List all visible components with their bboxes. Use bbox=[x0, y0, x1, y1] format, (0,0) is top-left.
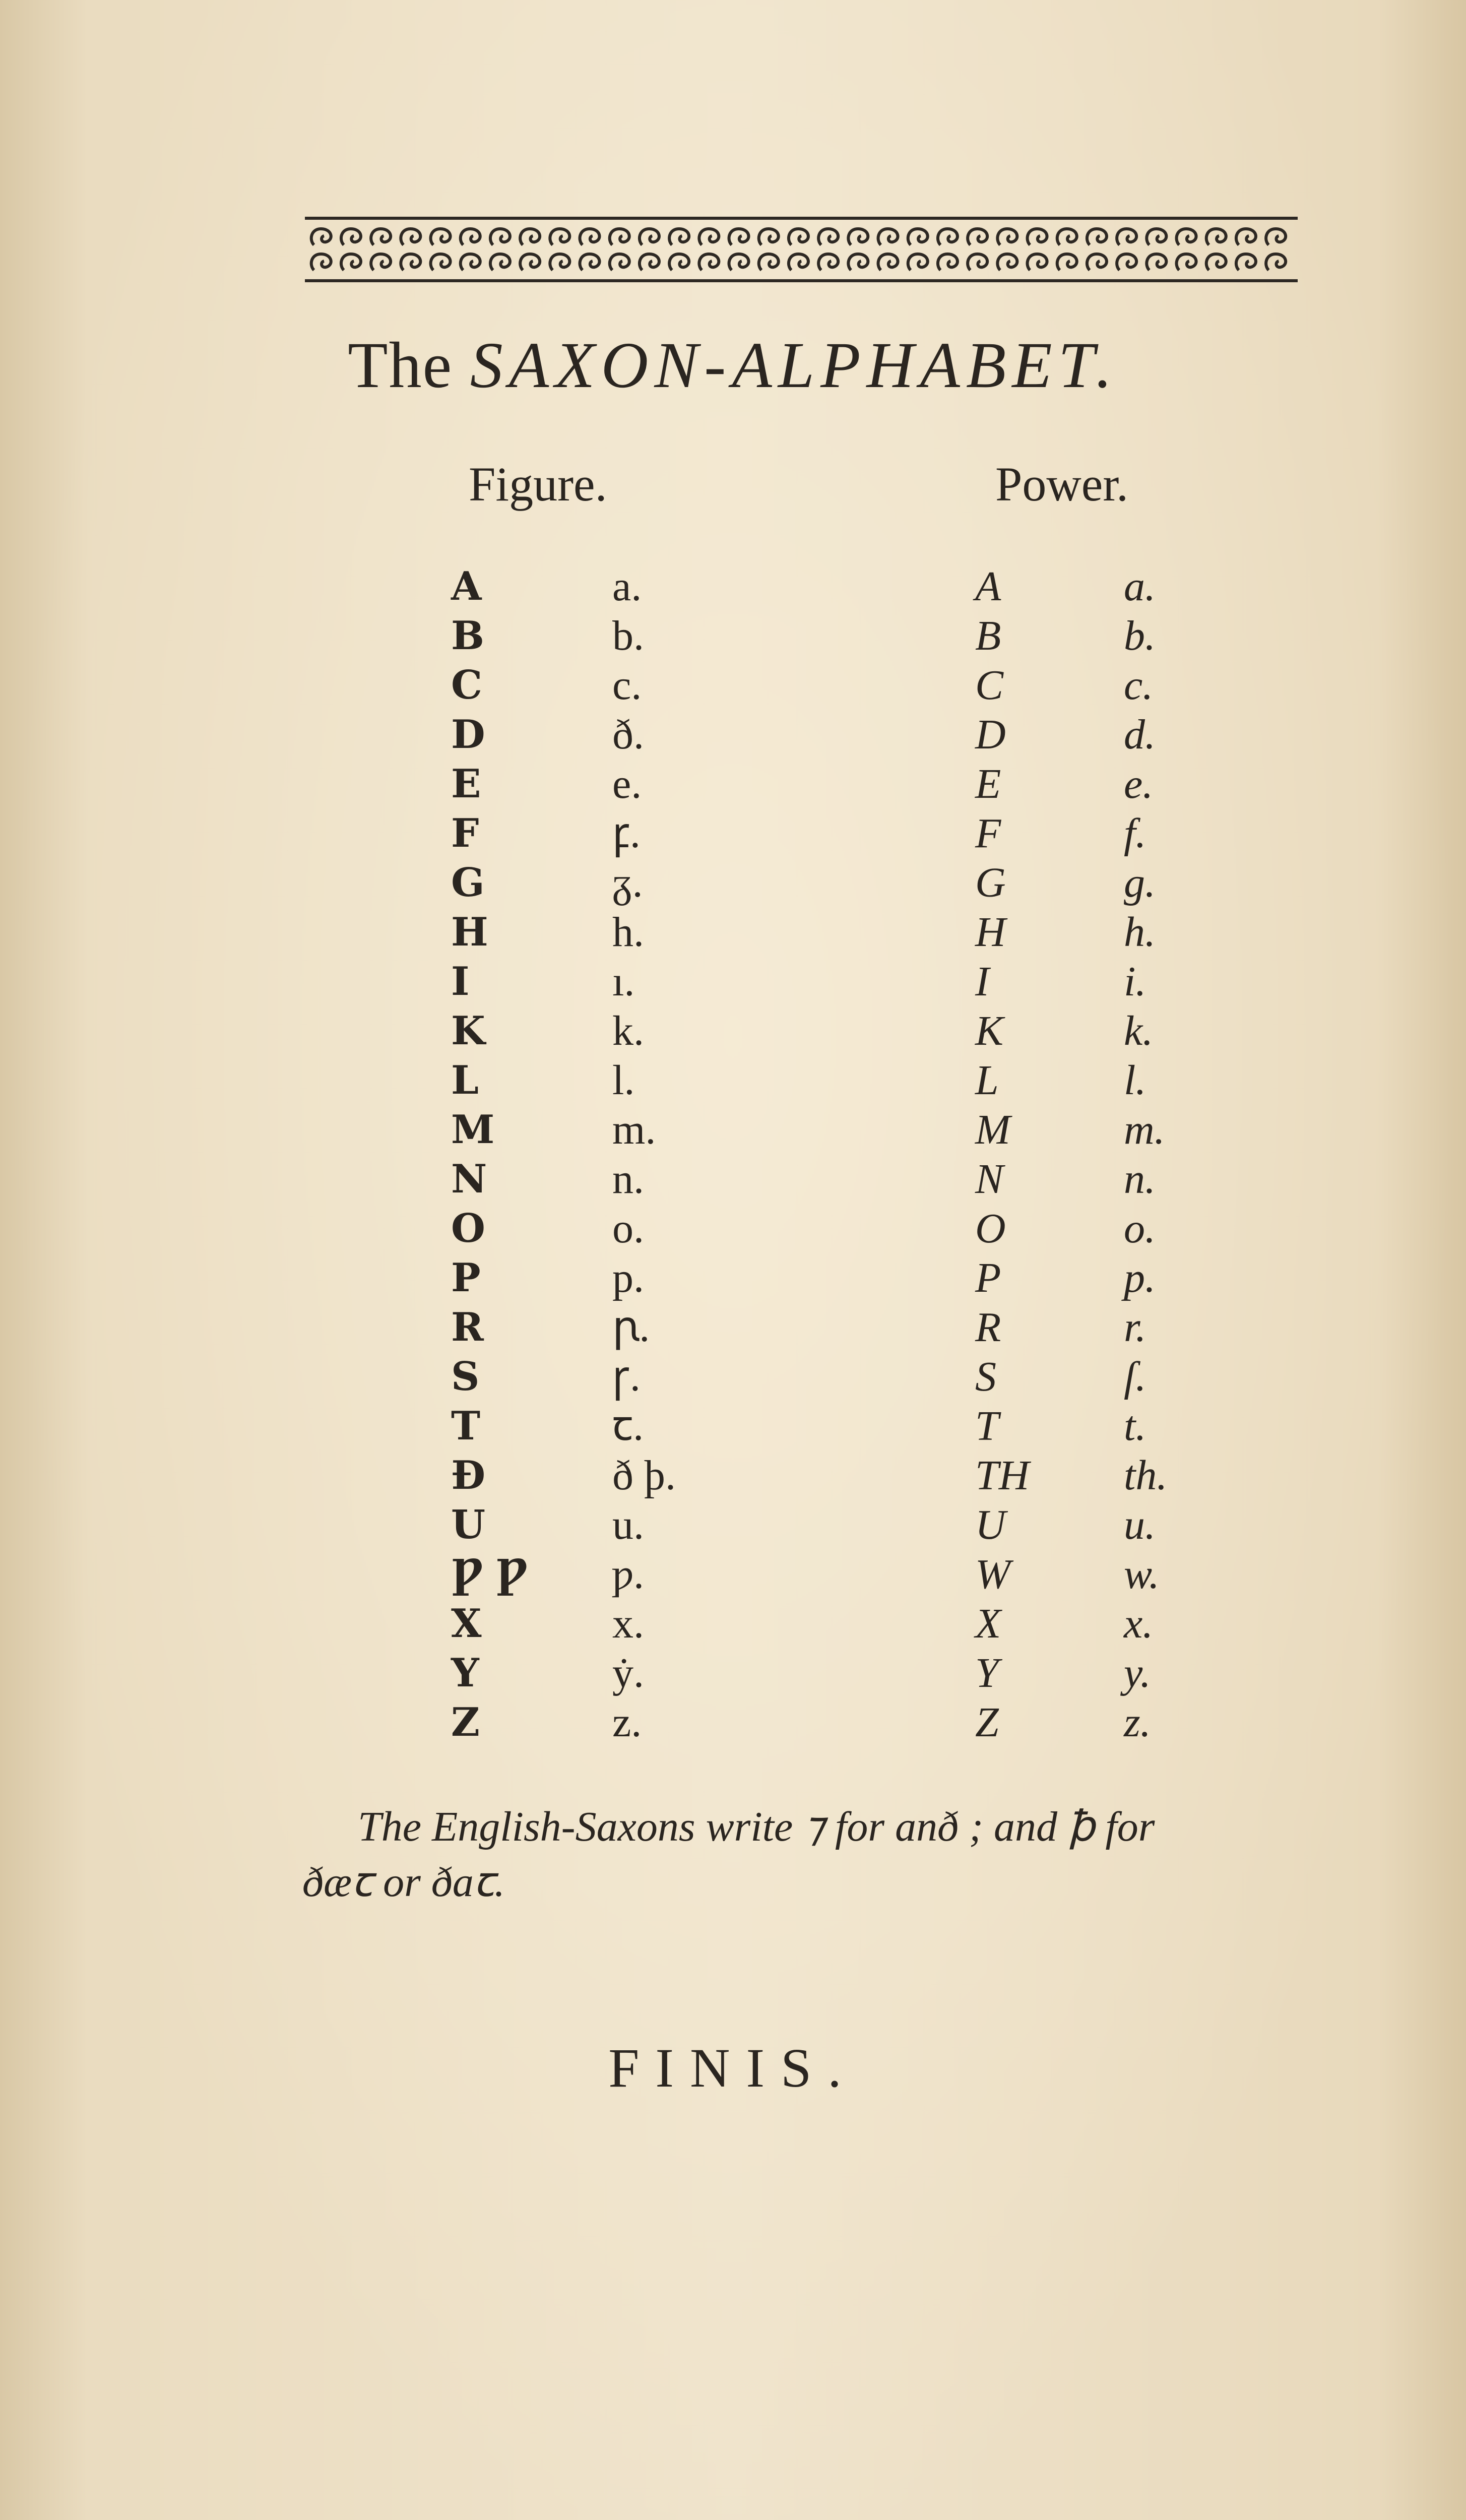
figure-lowercase: ð þ. bbox=[612, 1452, 676, 1499]
power-uppercase: D bbox=[975, 711, 1006, 758]
footnote bbox=[302, 1799, 1341, 1910]
table-row bbox=[0, 809, 1466, 858]
power-lowercase: y. bbox=[1124, 1650, 1151, 1696]
table-row bbox=[0, 1105, 1466, 1155]
table-row bbox=[0, 1599, 1466, 1649]
title-italic: SAXON-ALPHABET. bbox=[470, 329, 1118, 402]
footnote-line-1: The English-Saxons write ⁊ for anð ; and ꝥ for bbox=[358, 1803, 1155, 1850]
figure-lowercase: b. bbox=[612, 612, 644, 659]
table-row bbox=[0, 1451, 1466, 1500]
table-row bbox=[0, 1550, 1466, 1599]
power-lowercase: a. bbox=[1124, 563, 1156, 610]
power-uppercase: M bbox=[975, 1106, 1010, 1153]
column-header-figure: Figure. bbox=[469, 457, 607, 511]
power-uppercase: T bbox=[975, 1403, 999, 1450]
title-prefix: The bbox=[348, 329, 470, 402]
table-row bbox=[0, 1253, 1466, 1303]
power-lowercase: t. bbox=[1124, 1403, 1146, 1450]
figure-uppercase: C bbox=[451, 662, 483, 708]
power-uppercase: C bbox=[975, 662, 1004, 709]
figure-uppercase: H bbox=[451, 909, 488, 955]
power-uppercase: TH bbox=[975, 1452, 1030, 1499]
power-uppercase: I bbox=[975, 958, 989, 1005]
table-row bbox=[0, 1698, 1466, 1747]
figure-uppercase: U bbox=[451, 1502, 486, 1548]
figure-lowercase: o. bbox=[612, 1205, 644, 1252]
figure-lowercase: ᵹ. bbox=[612, 859, 643, 906]
figure-lowercase: ð. bbox=[612, 711, 644, 758]
figure-uppercase: A bbox=[451, 563, 482, 609]
table-row bbox=[0, 1303, 1466, 1352]
power-lowercase: c. bbox=[1124, 662, 1154, 709]
figure-uppercase: O bbox=[451, 1206, 485, 1251]
power-uppercase: B bbox=[975, 612, 1001, 659]
power-uppercase: R bbox=[975, 1304, 1001, 1351]
power-uppercase: H bbox=[975, 909, 1006, 956]
figure-lowercase: c. bbox=[612, 662, 642, 709]
power-lowercase: k. bbox=[1124, 1007, 1154, 1054]
power-uppercase: U bbox=[975, 1501, 1006, 1548]
power-uppercase: S bbox=[975, 1353, 996, 1400]
power-lowercase: o. bbox=[1124, 1205, 1156, 1252]
table-row bbox=[0, 1056, 1466, 1105]
power-lowercase: d. bbox=[1124, 711, 1156, 758]
table-row bbox=[0, 957, 1466, 1006]
power-lowercase: x. bbox=[1124, 1600, 1154, 1647]
figure-uppercase: Ƿ Ƿ bbox=[451, 1551, 527, 1597]
table-row bbox=[0, 661, 1466, 710]
power-lowercase: th. bbox=[1124, 1452, 1168, 1499]
power-uppercase: W bbox=[975, 1551, 1010, 1598]
table-row bbox=[0, 858, 1466, 908]
table-row bbox=[0, 611, 1466, 661]
finis-text: FINIS. bbox=[608, 2037, 858, 2099]
figure-uppercase: Z bbox=[451, 1699, 480, 1745]
power-uppercase: P bbox=[975, 1254, 1001, 1301]
power-uppercase: F bbox=[975, 810, 1001, 857]
figure-lowercase: p. bbox=[612, 1254, 644, 1301]
table-row bbox=[0, 1649, 1466, 1698]
decorative-header-band bbox=[305, 217, 1298, 282]
figure-lowercase: ꞃ. bbox=[612, 1304, 650, 1351]
figure-lowercase: z. bbox=[612, 1699, 642, 1746]
power-lowercase: m. bbox=[1124, 1106, 1165, 1153]
power-lowercase: l. bbox=[1124, 1057, 1146, 1104]
figure-lowercase: ꞇ. bbox=[612, 1403, 644, 1450]
figure-uppercase: S bbox=[451, 1354, 480, 1400]
figure-uppercase: B bbox=[451, 613, 484, 659]
power-lowercase: w. bbox=[1124, 1551, 1160, 1598]
ornament-scroll-icon bbox=[305, 220, 1298, 279]
table-row bbox=[0, 760, 1466, 809]
power-uppercase: Z bbox=[975, 1699, 999, 1746]
figure-uppercase: Y bbox=[451, 1650, 479, 1696]
power-uppercase: O bbox=[975, 1205, 1006, 1252]
figure-lowercase: ꝼ. bbox=[612, 810, 641, 857]
table-row bbox=[0, 1402, 1466, 1451]
figure-uppercase: M bbox=[451, 1107, 495, 1153]
figure-lowercase: a. bbox=[612, 563, 642, 610]
power-uppercase: K bbox=[975, 1007, 1004, 1054]
power-uppercase: L bbox=[975, 1057, 999, 1104]
table-row bbox=[0, 1155, 1466, 1204]
power-lowercase: p. bbox=[1124, 1254, 1156, 1301]
power-lowercase: ſ. bbox=[1124, 1353, 1146, 1400]
power-lowercase: u. bbox=[1124, 1501, 1156, 1548]
table-row bbox=[0, 1006, 1466, 1056]
table-row bbox=[0, 1500, 1466, 1550]
power-lowercase: e. bbox=[1124, 761, 1154, 807]
figure-uppercase: N bbox=[451, 1156, 487, 1202]
figure-lowercase: h. bbox=[612, 909, 644, 956]
table-row bbox=[0, 908, 1466, 957]
figure-uppercase: L bbox=[451, 1057, 479, 1103]
power-uppercase: N bbox=[975, 1156, 1004, 1203]
figure-lowercase: e. bbox=[612, 761, 642, 807]
figure-uppercase: D bbox=[451, 712, 485, 758]
figure-uppercase: G bbox=[451, 860, 485, 906]
figure-uppercase: P bbox=[451, 1255, 481, 1301]
table-row bbox=[0, 1352, 1466, 1402]
page-title bbox=[0, 328, 1466, 403]
power-lowercase: g. bbox=[1124, 859, 1156, 906]
power-uppercase: G bbox=[975, 859, 1006, 906]
table-row bbox=[0, 1204, 1466, 1253]
figure-uppercase: Đ bbox=[451, 1453, 486, 1498]
figure-uppercase: R bbox=[451, 1304, 484, 1350]
figure-lowercase: n. bbox=[612, 1156, 644, 1203]
figure-uppercase: T bbox=[451, 1403, 481, 1449]
power-lowercase: h. bbox=[1124, 909, 1156, 956]
power-lowercase: n. bbox=[1124, 1156, 1156, 1203]
power-uppercase: X bbox=[975, 1600, 1001, 1647]
figure-lowercase: x. bbox=[612, 1600, 644, 1647]
figure-uppercase: I bbox=[451, 959, 470, 1004]
power-uppercase: A bbox=[975, 563, 1001, 610]
figure-lowercase: u. bbox=[612, 1501, 644, 1548]
power-lowercase: f. bbox=[1124, 810, 1146, 857]
figure-lowercase: m. bbox=[612, 1106, 656, 1153]
figure-uppercase: K bbox=[451, 1008, 485, 1054]
power-lowercase: r. bbox=[1124, 1304, 1146, 1351]
figure-lowercase: k. bbox=[612, 1007, 644, 1054]
power-lowercase: i. bbox=[1124, 958, 1146, 1005]
power-lowercase: z. bbox=[1124, 1699, 1151, 1746]
figure-uppercase: E bbox=[451, 761, 481, 807]
figure-lowercase: l. bbox=[612, 1057, 635, 1104]
figure-uppercase: X bbox=[451, 1601, 482, 1647]
table-row bbox=[0, 562, 1466, 611]
table-row bbox=[0, 710, 1466, 760]
figure-lowercase: ẏ. bbox=[612, 1650, 644, 1696]
alphabet-table bbox=[0, 562, 1466, 1747]
column-header-power: Power. bbox=[995, 457, 1128, 511]
figure-lowercase: ƿ. bbox=[612, 1551, 644, 1598]
figure-lowercase: ı. bbox=[612, 958, 635, 1005]
figure-uppercase: F bbox=[451, 810, 479, 856]
figure-lowercase: ꞅ. bbox=[612, 1353, 641, 1400]
footnote-line-2: ðæꞇ or ðaꞇ. bbox=[302, 1859, 505, 1906]
power-uppercase: E bbox=[975, 761, 1001, 807]
power-lowercase: b. bbox=[1124, 612, 1156, 659]
power-uppercase: Y bbox=[975, 1650, 999, 1696]
